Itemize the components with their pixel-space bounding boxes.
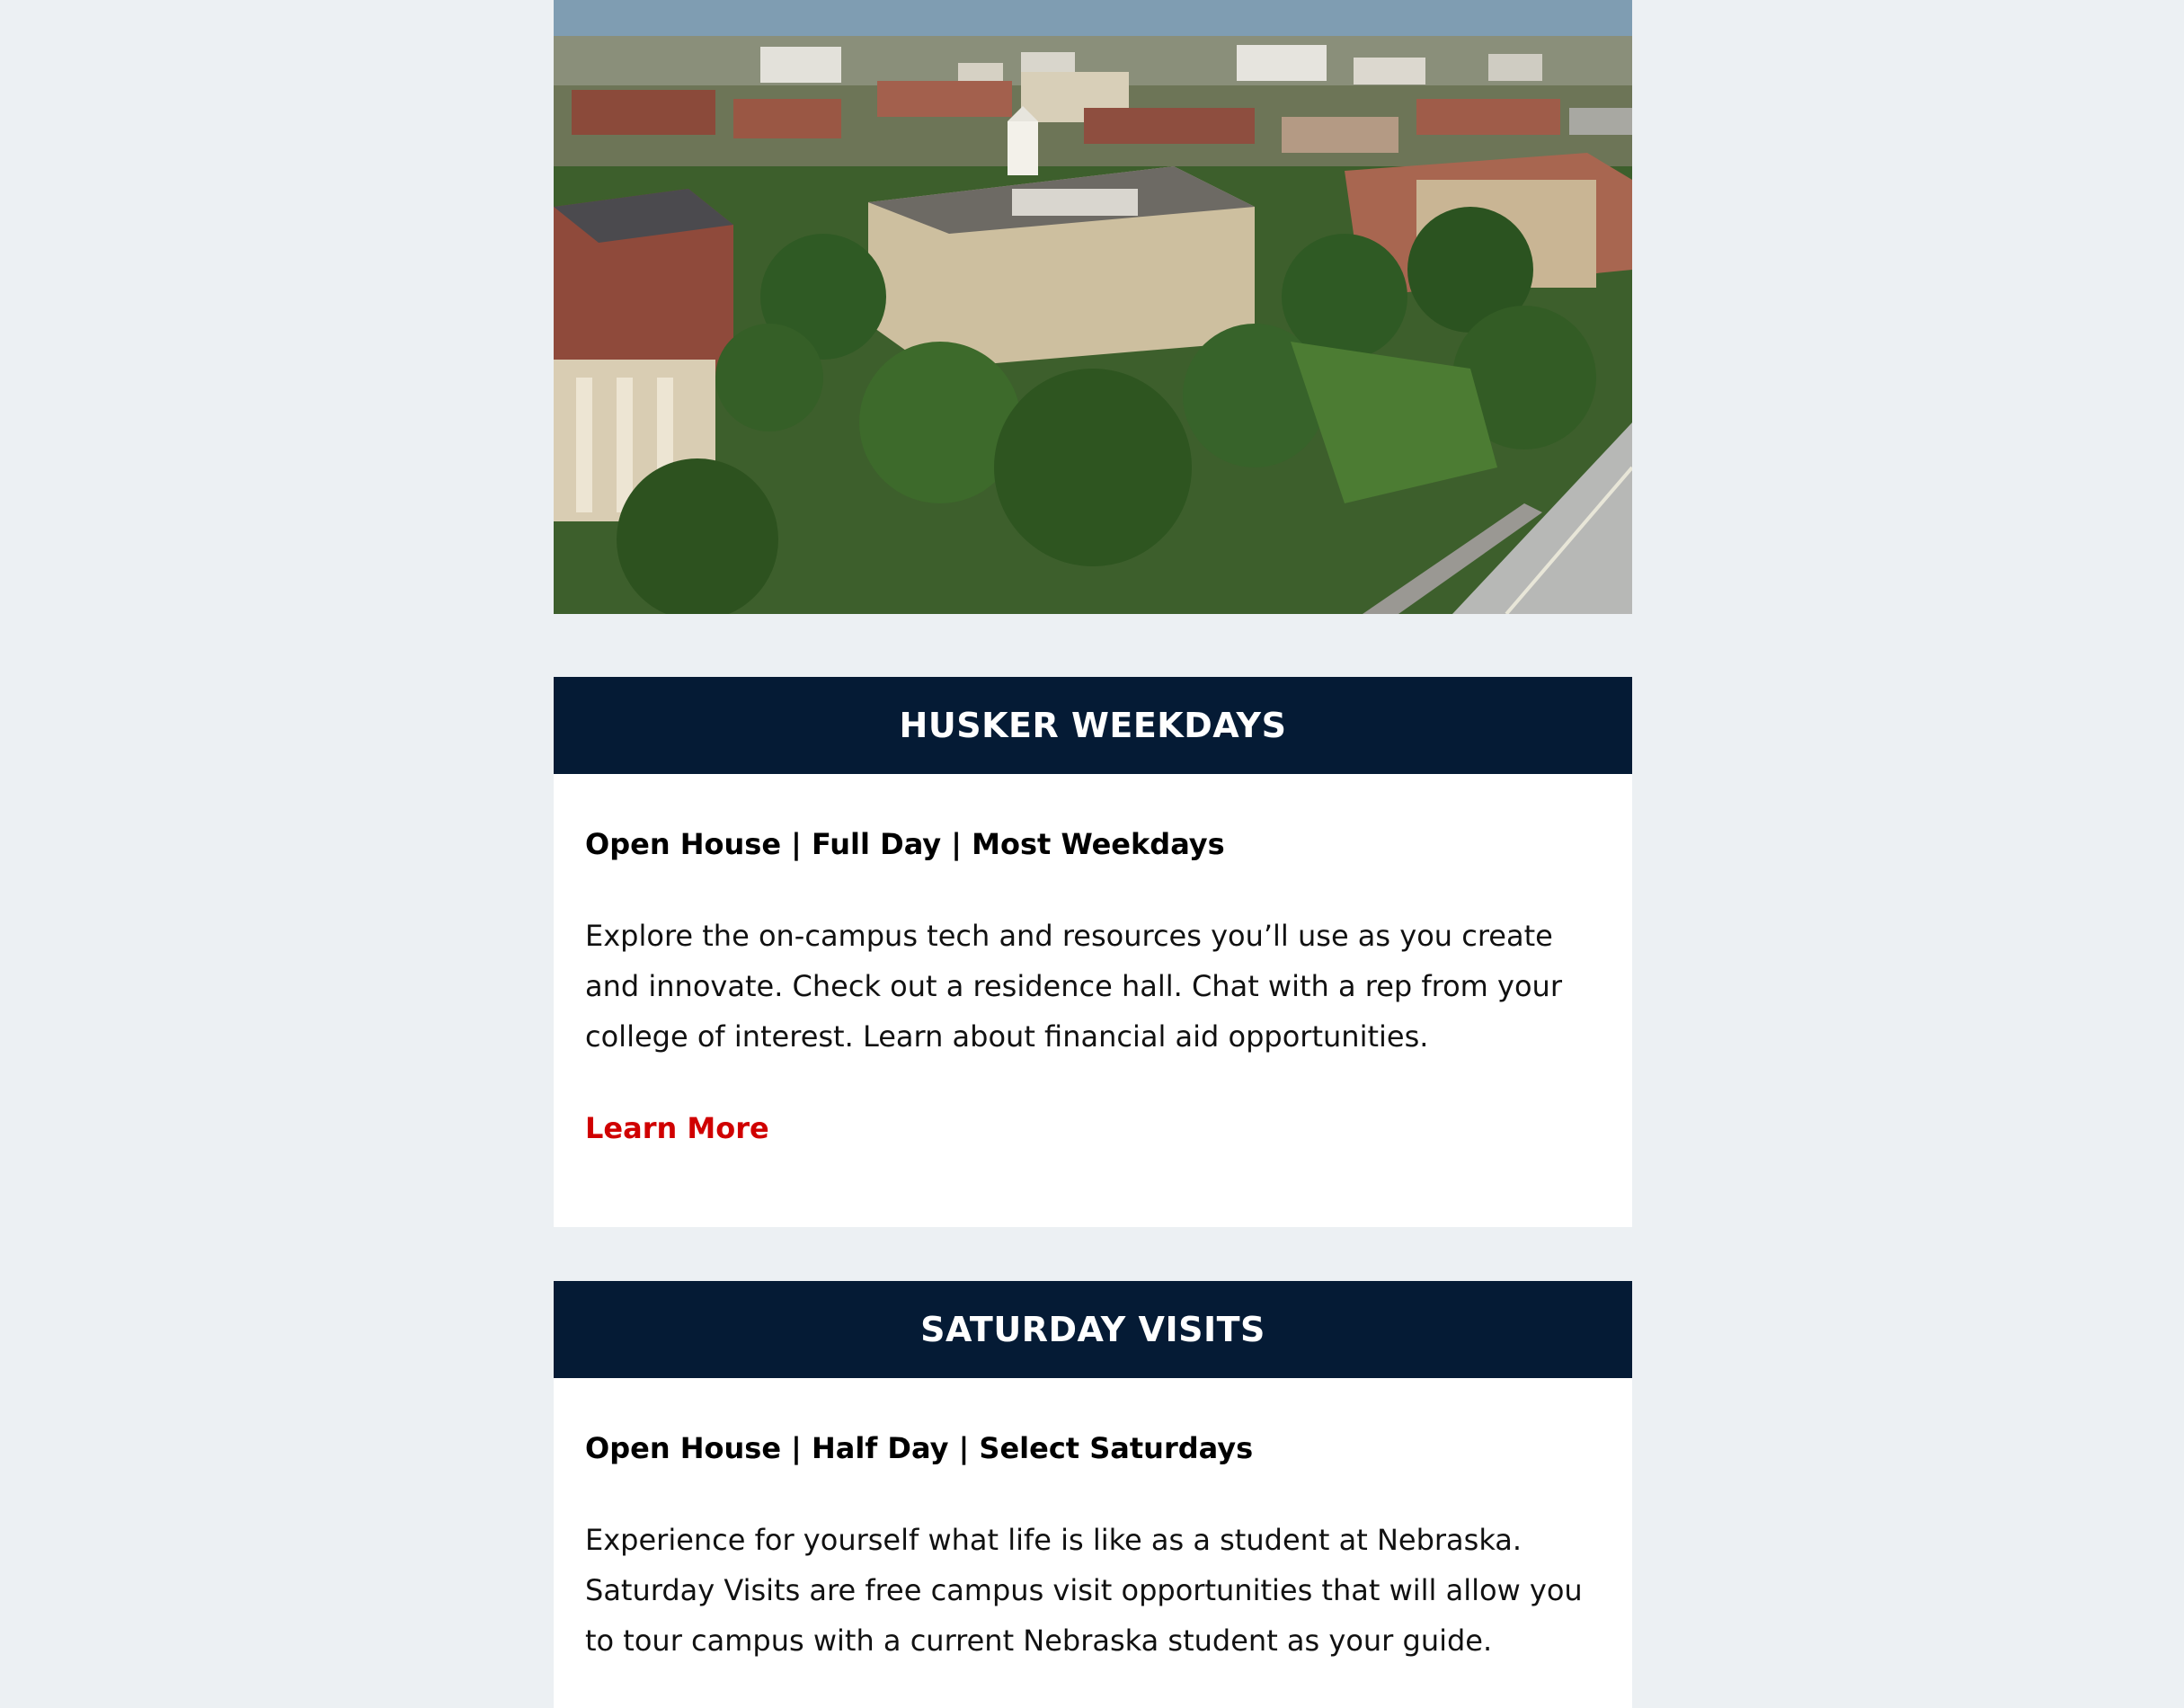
section-description-line: Experience for yourself what life is like as a student at Nebraska.	[585, 1523, 1523, 1557]
section-description-line: Explore the on-campus tech and resources you’ll use as you create	[585, 919, 1553, 953]
learn-more-link[interactable]: Learn More	[585, 1111, 769, 1145]
section-description-line: Saturday Visits are free campus visit opportunities that will allow you	[585, 1573, 1583, 1607]
section-description-line: and innovate. Check out a residence hall. Chat with a rep from your	[585, 969, 1562, 1003]
section-title: SATURDAY VISITS	[554, 1281, 1632, 1378]
campus-aerial-photo	[554, 0, 1632, 614]
email-column	[554, 0, 1632, 1658]
section-subtitle: Open House | Half Day | Select Saturdays	[585, 1431, 1254, 1465]
section-body	[554, 774, 1632, 1148]
section-subtitle: Open House | Full Day | Most Weekdays	[585, 827, 1225, 861]
section-description-line: college of interest. Learn about financial aid opportunities.	[585, 1019, 1429, 1054]
saturday-visits-card	[554, 1281, 1632, 1708]
section-body	[554, 1378, 1632, 1666]
campus-aerial-illustration	[554, 0, 1632, 614]
section-title: HUSKER WEEKDAYS	[554, 677, 1632, 774]
section-description-line: to tour campus with a current Nebraska student as your guide.	[585, 1623, 1493, 1658]
husker-weekdays-card	[554, 677, 1632, 1227]
